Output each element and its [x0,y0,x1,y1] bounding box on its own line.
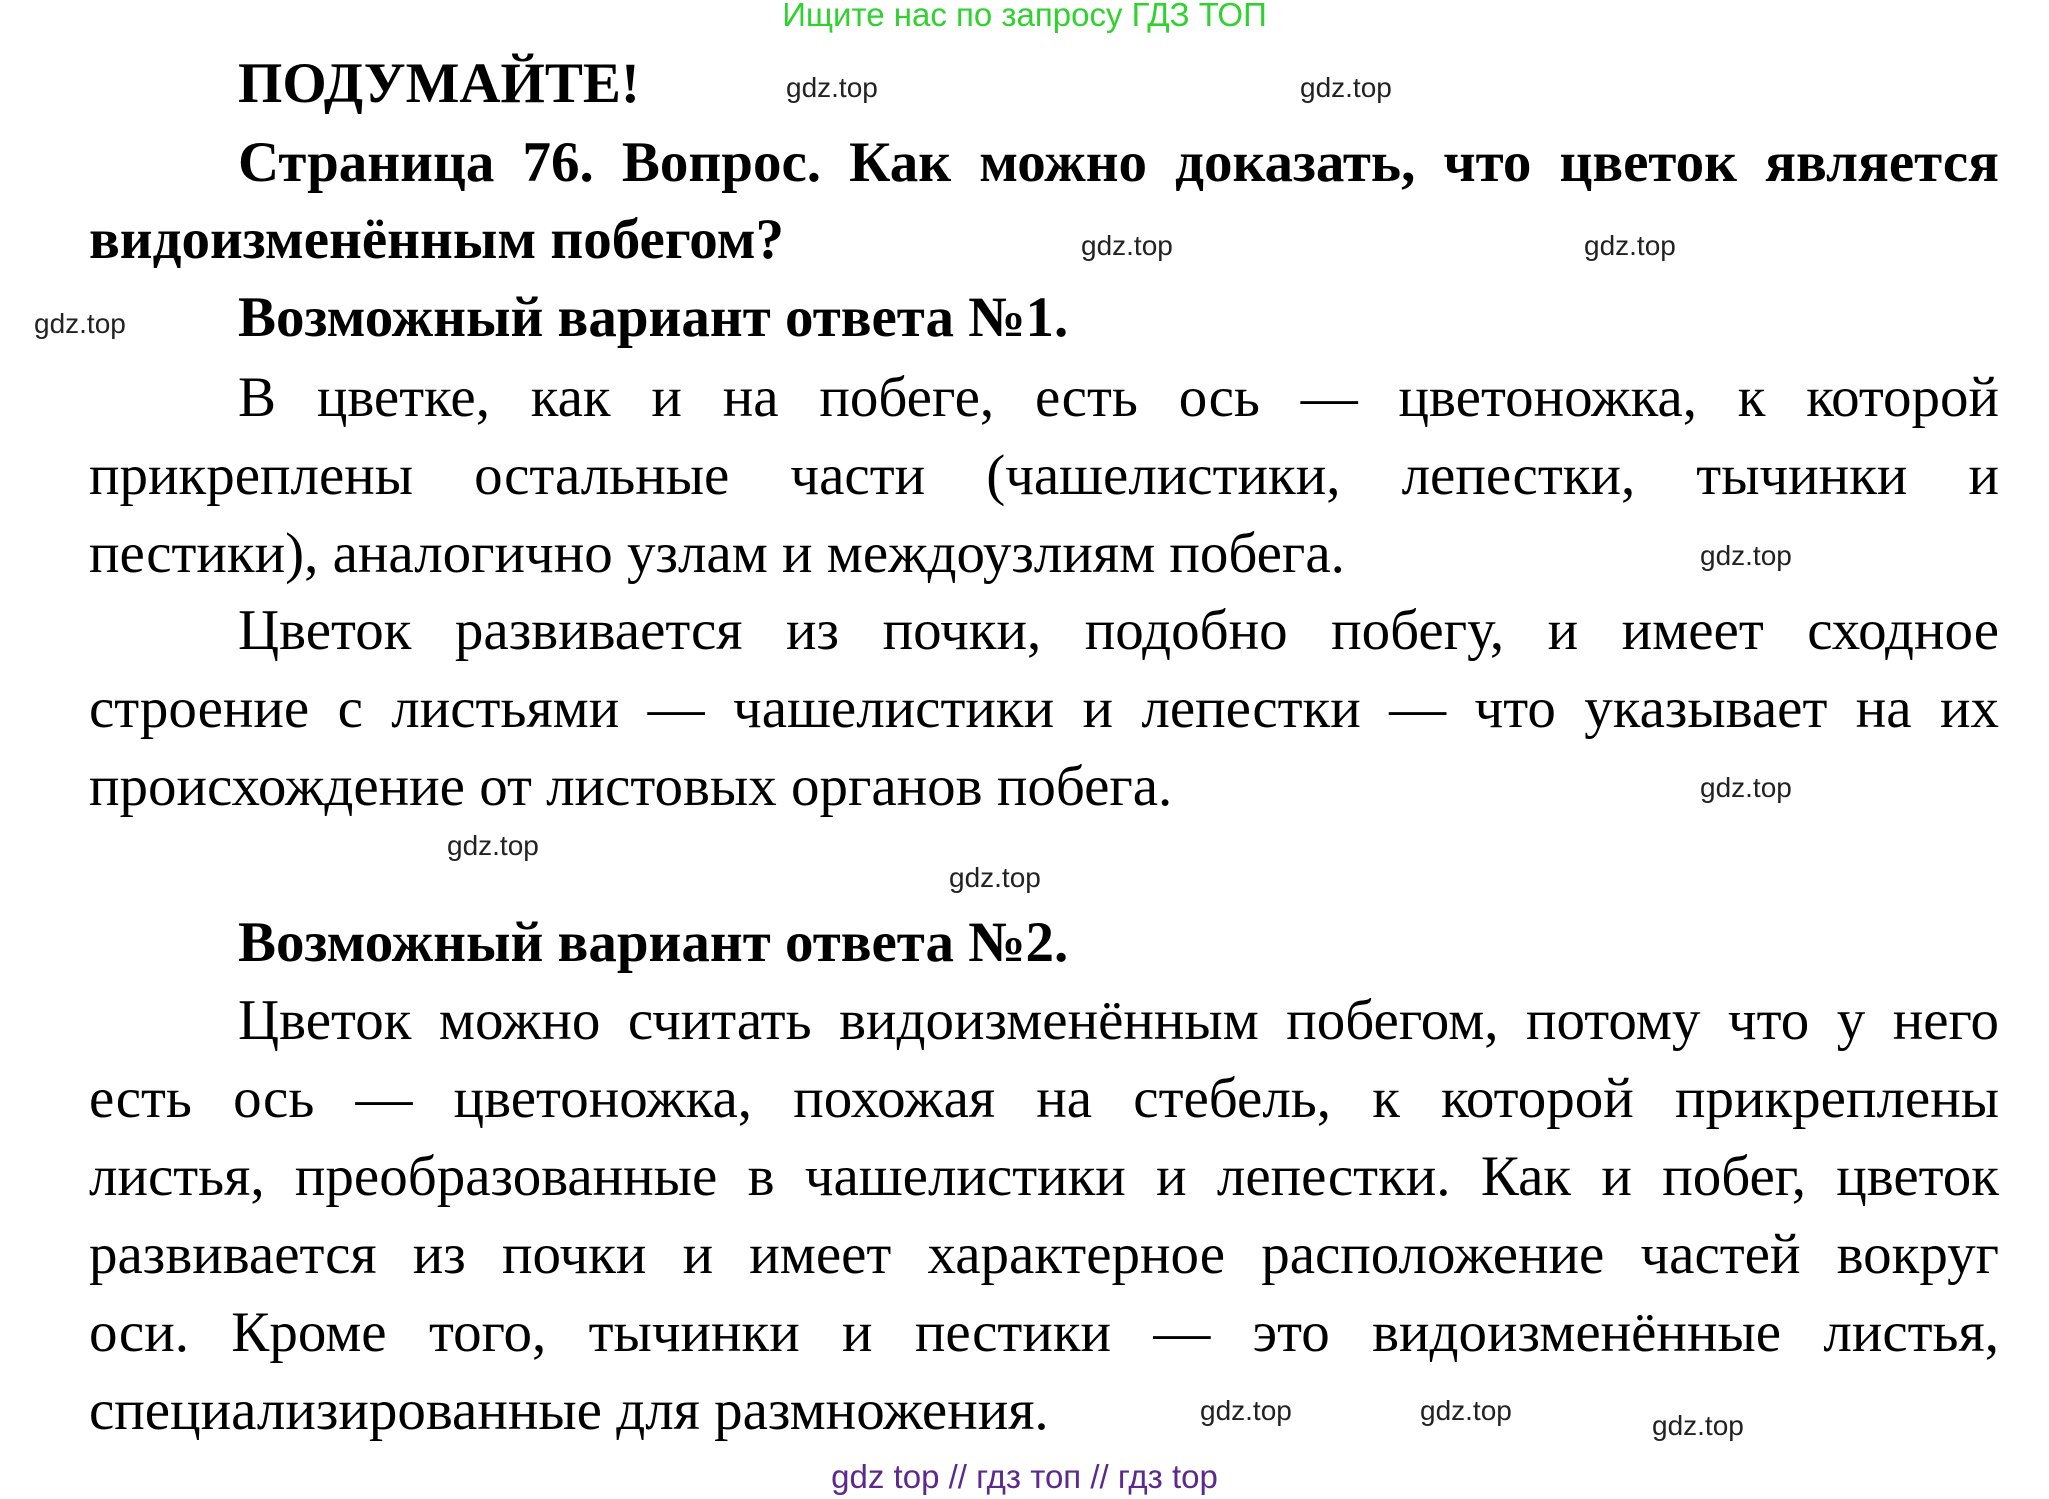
watermark: gdz.top [1200,1395,1292,1426]
watermark: gdz.top [1652,1410,1744,1441]
watermark: gdz.top [1584,230,1676,261]
watermark: gdz.top [34,308,126,339]
answer2-line: специализированные для размножения. [89,1379,1049,1442]
footer-banner: gdz top // гдз топ // гдз top [831,1458,1218,1495]
watermark: gdz.top [1081,230,1173,261]
watermark: gdz.top [1420,1395,1512,1426]
answer1-line: пестики), аналогично узлам и междоузлиям побега. [89,522,1345,585]
answer1-line: Цветок развивается из почки, подобно побегу, и имеет сходное [238,599,1999,662]
page-title: ПОДУМАЙТЕ! [238,52,640,115]
question-line: Страница 76. Вопрос. Как можно доказать, что цветок является [238,131,1999,194]
answer1-line: прикреплены остальные части (чашелистики, лепестки, тычинки и [89,444,1999,507]
watermark: gdz.top [447,830,539,861]
answer2-line: оси. Кроме того, тычинки и пестики — это видоизменённые листья, [89,1301,1999,1364]
watermark: gdz.top [1700,772,1792,803]
answer1-line: строение с листьями — чашелистики и лепестки — что указывает на их [89,677,1999,740]
answer2-line: есть ось — цветоножка, похожая на стебель, к которой прикреплены [89,1067,1999,1130]
watermark: gdz.top [786,72,878,103]
answer2-line: развивается из почки и имеет характерное расположение частей вокруг [89,1223,1999,1286]
watermark: gdz.top [949,862,1041,893]
watermark: gdz.top [1700,540,1792,571]
watermark: gdz.top [1300,72,1392,103]
answer2-line: листья, преобразованные в чашелистики и лепестки. Как и побег, цветок [89,1145,1999,1208]
answer1-line: В цветке, как и на побеге, есть ось — цветоножка, к которой [238,366,1999,429]
answer1-line: происхождение от листовых органов побега. [89,755,1173,818]
answer2-line: Цветок можно считать видоизменённым побегом, потому что у него [238,989,1999,1052]
question-line: видоизменённым побегом? [89,208,785,271]
answer2-heading: Возможный вариант ответа №2. [238,911,1069,974]
answer1-heading: Возможный вариант ответа №1. [238,286,1069,349]
search-banner: Ищите нас по запросу ГДЗ ТОП [782,0,1267,33]
